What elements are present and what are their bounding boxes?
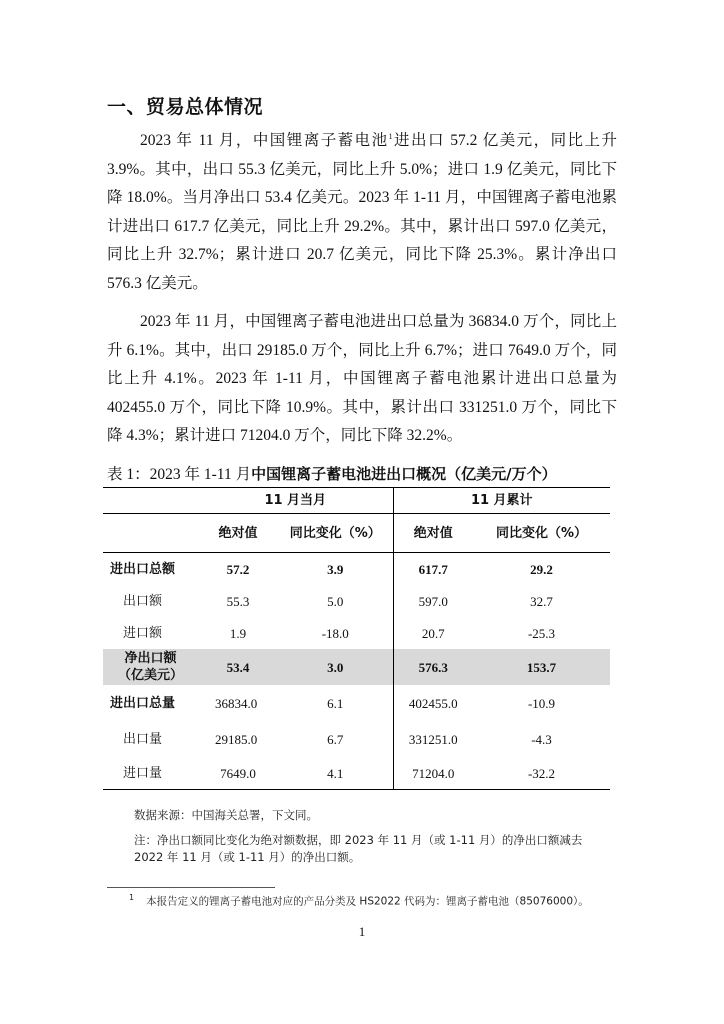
cell-value: 617.7 bbox=[418, 561, 448, 577]
row-label-export-value: 出口额 bbox=[123, 593, 163, 609]
cell-value: 32.7 bbox=[530, 593, 553, 609]
footnote-text: 本报告定义的锂离子蓄电池对应的产品分类及 HS2022 代码为：锂离子蓄电池（85076000）。 bbox=[146, 895, 589, 908]
table-corner-cell-2 bbox=[103, 514, 198, 553]
table-row bbox=[103, 757, 610, 790]
cell-value-text: 36834.0 bbox=[215, 695, 258, 711]
cell-value bbox=[198, 721, 278, 757]
cell-value: 29.2 bbox=[530, 561, 553, 577]
row-label-import-value: 进口额 bbox=[123, 625, 163, 641]
cell-value: 597.0 bbox=[418, 593, 448, 609]
row-label-export-volume: 出口量 bbox=[123, 731, 163, 747]
table-title-bold: 中国锂离子蓄电池进出口概况（亿美元/万个） bbox=[251, 465, 557, 483]
cell-value: -4.3 bbox=[531, 731, 552, 747]
table-row-highlighted bbox=[103, 649, 610, 685]
cell-value: 3.9 bbox=[278, 553, 393, 586]
table-title-prefix: 表 1：2023 年 1-11 月 bbox=[107, 466, 252, 483]
cell-value: 53.4 bbox=[198, 649, 278, 685]
group-header-month: 11 月当月 bbox=[198, 488, 393, 514]
sub-header-yoy-month: 同比变化（%） bbox=[278, 514, 393, 553]
cell-value: 20.7 bbox=[421, 625, 445, 641]
table-sub-header-row bbox=[103, 514, 610, 553]
footnote-divider bbox=[107, 887, 275, 888]
cell-value: 71204.0 bbox=[393, 757, 473, 790]
footnote bbox=[129, 893, 589, 909]
net-export-label-line2: （亿美元） bbox=[117, 668, 183, 683]
page-number: 1 bbox=[358, 924, 366, 939]
cell-value: 4.1 bbox=[278, 757, 393, 790]
table-row bbox=[103, 721, 610, 757]
group-header-cumulative: 11 月累计 bbox=[393, 488, 610, 514]
cell-value: 3.0 bbox=[278, 649, 393, 685]
cell-value-text: 29185.0 bbox=[215, 731, 258, 747]
cell-value: 57.2 bbox=[226, 561, 250, 577]
cell-value: 5.0 bbox=[278, 585, 393, 617]
paragraph-1-text-start: 2023 年 11 月，中国锂离子蓄电池 bbox=[140, 132, 389, 149]
cell-value: -10.9 bbox=[527, 695, 556, 711]
cell-value: 55.3 bbox=[226, 593, 250, 609]
paragraph-trade-volume: 2023 年 11 月，中国锂离子蓄电池进出口总量为 36834.0 万个，同比上升 6.1%。其中，出口 29185.0 万个，同比上升 6.7%；进口 7649.0 万个，同比上升 4.1%。2023 年 1-11 月，中国锂离子蓄电池累计进出口总量为 402455.0 万个，同比下降 10.9%。其中，累计出口 331251.0 万个，同比下降 4.3%；累计进口 71204.0 万个，同比下降 32.2%。 bbox=[107, 313, 617, 445]
net-export-label-line1: 净出口额 bbox=[124, 651, 177, 666]
cell-value: 576.3 bbox=[393, 649, 473, 685]
paragraph-trade-value bbox=[107, 127, 617, 299]
data-source-note: 数据来源：中国海关总署，下文同。 bbox=[134, 808, 318, 822]
trade-overview-table bbox=[103, 487, 610, 790]
row-label-total-value: 进出口总额 bbox=[110, 561, 176, 577]
table-row bbox=[103, 617, 610, 649]
paragraph-1-text-end: 进出口 57.2 亿美元，同比上升 3.9%。其中，出口 55.3 亿美元，同比上升 5.0%；进口 1.9 亿美元，同比下降 18.0%。当月净出口 53.4 亿美元。2023 年 1-11 月，中国锂离子蓄电池累计进出口 617.7 亿美元，同比上升 29.2%。其中，累计出口 597.0 亿美元，同比上升 32.7%；累计进口 20.7 亿美元，同比下降 25.3%。累计净出口 576.3 亿美元。 bbox=[107, 132, 617, 292]
row-label-import-volume: 进口量 bbox=[103, 757, 198, 790]
table-group-header-row bbox=[103, 488, 610, 514]
cell-value: 6.1 bbox=[278, 685, 393, 721]
cell-value: -32.2 bbox=[473, 757, 610, 790]
section-heading: 一、贸易总体情况 bbox=[107, 96, 264, 118]
cell-value: 153.7 bbox=[473, 649, 610, 685]
cell-value: 331251.0 bbox=[408, 731, 458, 747]
cell-value: -18.0 bbox=[278, 617, 393, 649]
sub-header-absolute-month: 绝对值 bbox=[198, 514, 278, 553]
sub-header-absolute-cumulative: 绝对值 bbox=[393, 514, 473, 553]
cell-value: 1.9 bbox=[229, 625, 247, 641]
cell-value: 6.7 bbox=[278, 721, 393, 757]
cell-value bbox=[198, 685, 278, 721]
explanation-note: 注：净出口额同比变化为绝对额数据，即 2023 年 11 月（或 1-11 月）的净出口额减去 2022 年 11 月（或 1-11 月）的净出口额。 bbox=[134, 833, 583, 864]
cell-value: 7649.0 bbox=[198, 757, 278, 790]
table-title bbox=[107, 462, 557, 484]
sub-header-yoy-cumulative: 同比变化（%） bbox=[473, 514, 610, 553]
footnote-marker-ref[interactable]: 1 bbox=[388, 131, 393, 141]
cell-value: -25.3 bbox=[527, 625, 556, 641]
cell-value: 402455.0 bbox=[408, 695, 458, 711]
table-row bbox=[103, 585, 610, 617]
table-row bbox=[103, 553, 610, 586]
table-row bbox=[103, 685, 610, 721]
row-label-net-export bbox=[103, 649, 198, 685]
footnote-marker: 1 bbox=[129, 893, 135, 902]
row-label-total-volume: 进出口总量 bbox=[110, 695, 176, 711]
table-corner-cell bbox=[103, 488, 198, 514]
